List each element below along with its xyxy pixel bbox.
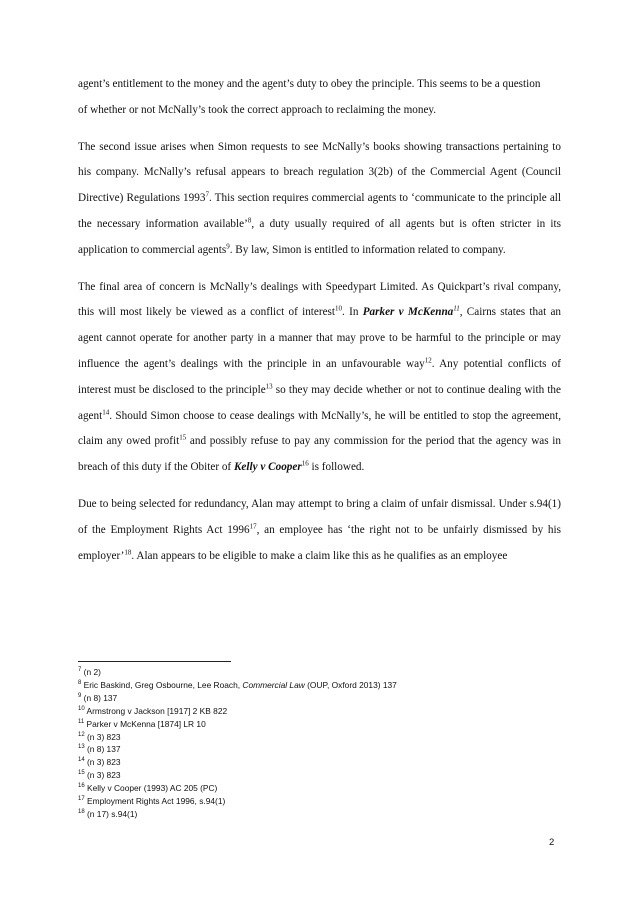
paragraph-1 <box>78 72 561 124</box>
footnote-ref-7[interactable]: 7 <box>205 190 209 199</box>
paragraph-1-line-1: agent’s entitlement to the money and the agent’s duty to obey the principle. This seems to be a question <box>78 78 541 90</box>
footnote-11: $^{11}$ Parker v McKenna [1874] LR 10 <box>78 718 206 729</box>
footnote-13: $^{13}$ (n 8) 137 <box>78 744 121 755</box>
case-name-kelly: Kelly v Cooper <box>233 461 302 474</box>
body-text <box>78 72 561 569</box>
footnotes <box>78 666 558 821</box>
footnote-ref-12[interactable]: 12 <box>424 356 432 365</box>
footnote-12: $^{12}$ (n 3) 823 <box>78 731 121 742</box>
footnote-ref-15[interactable]: 15 <box>179 433 187 442</box>
paragraph-4: Due to being selected for redundancy, Alan may attempt to bring a claim of unfair dismissal. Under s.94(1) of the Employment Rights Act 1996$^{17}$, an employee has ‘the right not to be unfairly dismissed by his employer’$^{18}$. Alan appears to be eligible to make a claim like this as he qualifies as an employee <box>78 497 561 562</box>
footnote-8: $^8$ Eric Baskind, Greg Osbourne, Lee Roach, Commercial Law (OUP, Oxford 2013) 137 <box>78 679 397 690</box>
footnote-16: $^{16}$ Kelly v Cooper (1993) AC 205 (PC) <box>78 783 218 794</box>
case-name-parker: Parker v McKenna <box>362 306 454 319</box>
paragraph-3: The final area of concern is McNally’s dealings with Speedypart Limited. As Quickpart’s rival company, this will most likely be viewed as a conflict of interest$^{10}$. In Parker v McKenna$^{11}$, Cairns states that an agent cannot operate for another party in a manner that may prove to be harmful to the principle or may influence the agent’s dealings with the principle in an unfavourable way$^{12}$. Any potential conflicts of interest must be disclosed to the principle$^{13}$ so they may decide whether or not to continue dealing with the agent$^{14}$. Should Simon choose to cease dealings with McNally’s, he will be entitled to stop the agreement, claim any owed profit$^{15}$ and possibly refuse to pay any commission for the period that the agency was in breach of this duty if the Obiter of Kelly v Cooper$^{16}$ is followed. <box>78 280 562 474</box>
footnote-18: $^{18}$ (n 17) s.94(1) <box>78 808 138 819</box>
footnote-ref-18[interactable]: 18 <box>124 547 132 556</box>
footnote-10: $^{10}$ Armstrong v Jackson [1917] 2 KB 822 <box>78 705 228 716</box>
footnote-15: $^{15}$ (n 3) 823 <box>78 770 121 781</box>
paragraph-1-line-2: of whether or not McNally’s took the correct approach to reclaiming the money. <box>78 103 437 116</box>
footnote-ref-14[interactable]: 14 <box>102 407 110 416</box>
footnote-ref-13[interactable]: 13 <box>265 382 273 391</box>
footnote-ref-16[interactable]: 16 <box>301 459 309 468</box>
footnote-ref-10[interactable]: 10 <box>335 304 343 313</box>
paragraph-2: The second issue arises when Simon requests to see McNally’s books showing transactions pertaining to his company. McNally’s refusal appears to breach regulation 3(2b) of the Commercial Agent (Council Directive) Regulations 1993$^7$. This section requires commercial agents to ‘communicate to the principle all the necessary information available’$^8$, a duty usually required of all agents but is often stricter in its application to commercial agents$^9$. By law, Simon is entitled to information related to company. <box>78 140 561 256</box>
footnote-ref-11[interactable]: 11 <box>453 304 460 313</box>
footnote-7: $^7$ (n 2) <box>78 667 101 677</box>
footnote-ref-17[interactable]: 17 <box>249 522 257 531</box>
footnote-ref-8[interactable]: 8 <box>247 216 252 225</box>
footnote-ref-9[interactable]: 9 <box>226 242 230 251</box>
footnote-9: $^9$ (n 8) 137 <box>78 692 118 703</box>
page-number: 2 <box>549 837 555 848</box>
footnote-14: $^{14}$ (n 3) 823 <box>78 757 121 768</box>
footnote-separator <box>78 661 231 662</box>
footnote-17: $^{17}$ Employment Rights Act 1996, s.94(1) <box>78 796 226 807</box>
